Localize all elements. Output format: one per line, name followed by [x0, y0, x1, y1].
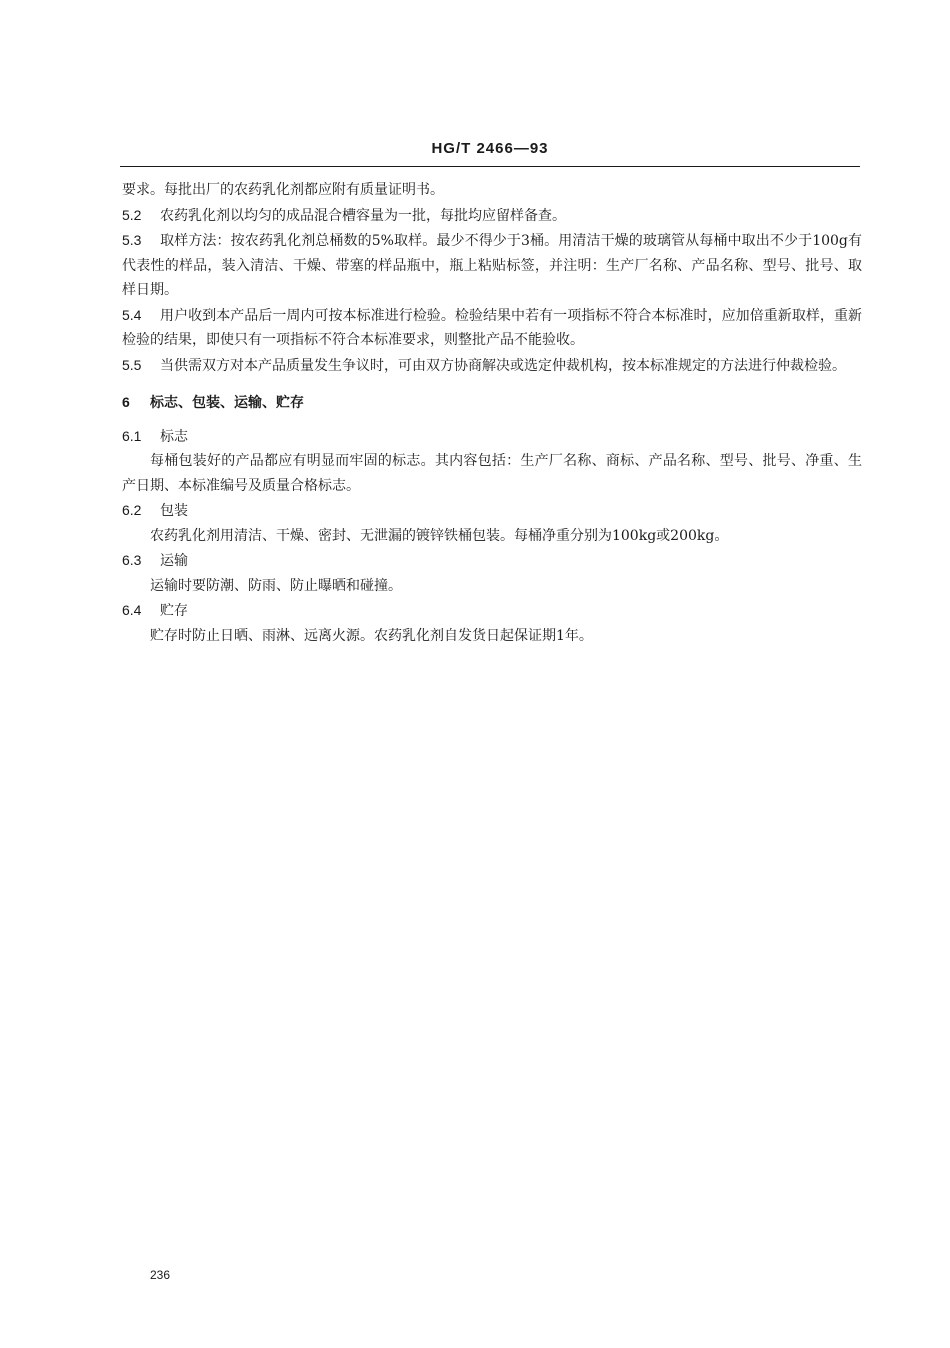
section-title: 标志、包装、运输、贮存: [150, 395, 304, 411]
page-number: 236: [150, 1268, 171, 1282]
clause-number: 5.2: [122, 206, 142, 223]
section-number: 6: [122, 394, 130, 410]
clause-number: 5.4: [122, 306, 142, 323]
continuation-paragraph: 要求。每批出厂的农药乳化剂都应附有质量证明书。: [122, 182, 444, 198]
header-rule: [120, 166, 860, 167]
clause-5-2: [122, 203, 862, 229]
clause-text: 用户收到本产品后一周内可按本标准进行检验。检验结果中若有一项指标不符合本标准时，应加倍重新取样，重新检验的结果，即使只有一项指标不符合本标准要求，则整批产品不能验收。: [122, 307, 862, 348]
clause-text: 取样方法：按农药乳化剂总桶数的5%取样。最少不得少于3桶。用清洁干燥的玻璃管从每桶中取出不少于100g有代表性的样品，装入清洁、干燥、带塞的样品瓶中，瓶上粘贴标签，并注明：生产厂名称、产品名称、型号、批号、取样日期。: [122, 233, 862, 298]
clause-number: 6.4: [122, 602, 142, 618]
clause-6-4-heading: [122, 598, 862, 624]
clause-text: 农药乳化剂以均匀的成品混合槽容量为一批，每批均应留样备查。: [160, 207, 566, 224]
clause-6-1-text: 每桶包装好的产品都应有明显而牢固的标志。其内容包括：生产厂名称、商标、产品名称、型号、批号、净重、生产日期、本标准编号及质量合格标志。: [122, 453, 862, 494]
clause-5-5: [122, 353, 862, 379]
clause-5-4: [122, 303, 862, 353]
clause-6-1-heading: [122, 424, 862, 450]
clause-title: 贮存: [160, 603, 188, 619]
clause-title: 运输: [160, 553, 188, 569]
clause-number: 5.5: [122, 356, 142, 373]
clause-title: 标志: [160, 428, 188, 445]
section-6-heading: [122, 390, 862, 416]
clause-number: 5.3: [122, 232, 142, 248]
clause-6-4-text: 贮存时防止日晒、雨淋、远离火源。农药乳化剂自发货日起保证期1年。: [150, 627, 593, 644]
standard-code-header: HG/T 2466—93: [431, 140, 549, 157]
clause-text: 当供需双方对本产品质量发生争议时，可由双方协商解决或选定仲裁机构，按本标准规定的方法进行仲裁检验。: [160, 357, 846, 374]
clause-title: 包装: [160, 503, 188, 519]
clause-6-3-heading: [122, 548, 862, 574]
clause-5-3: [122, 228, 862, 303]
clause-6-2-heading: [122, 498, 862, 524]
clause-6-3-text: 运输时要防潮、防雨、防止曝晒和碰撞。: [150, 577, 402, 594]
document-body: [122, 178, 862, 648]
clause-6-2-text: 农药乳化剂用清洁、干燥、密封、无泄漏的镀锌铁桶包装。每桶净重分别为100kg或200kg。: [150, 527, 729, 544]
clause-number: 6.3: [122, 552, 142, 568]
clause-number: 6.1: [122, 427, 142, 444]
clause-number: 6.2: [122, 502, 142, 518]
